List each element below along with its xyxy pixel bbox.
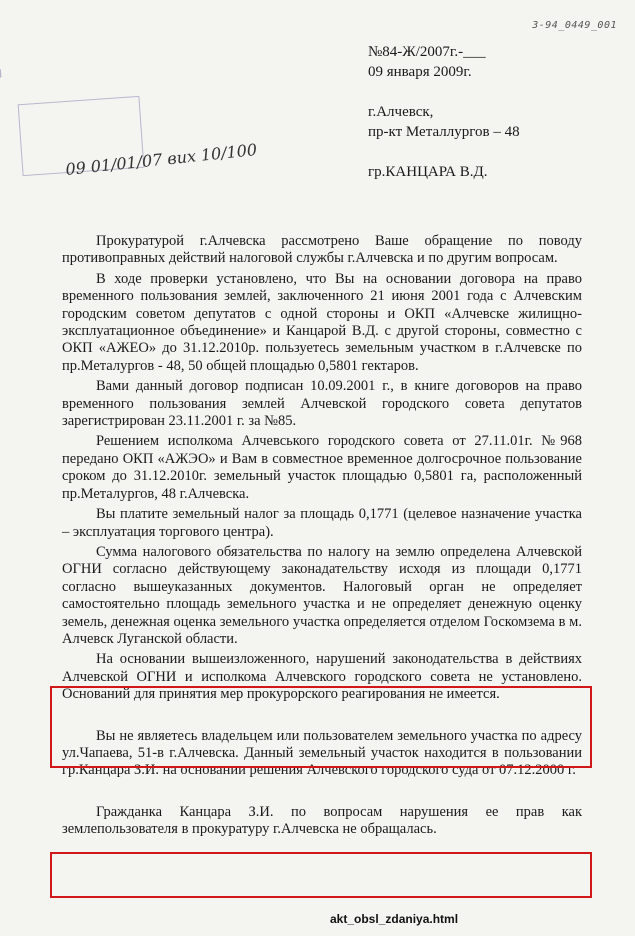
footer-filename: akt_obsl_zdaniya.html (330, 912, 459, 926)
paragraph: В ходе проверки установлено, что Вы на основании договора на право временного пользования землей, заключенного 21 июня 2001 года с Алчевским городским советом депутатов с одной стороны и ОКП «Алчевске жилищно-эксплуатационное объединение» и Канцарой В.Д. с другой стороны, совместно с ОКП «АЖЕО» до 31.12.2010р. пользуетесь земельным участком в г.Алчевске по пр.Металургов - 48, 50 общей площадью 0,5801 гектаров. (62, 270, 582, 374)
document-code: 3-94_0449_001 (532, 20, 617, 31)
bleed-through-text (110, 72, 332, 123)
letter-header (368, 42, 520, 182)
red-highlight-box (50, 852, 592, 898)
paragraph: Вами данный договор подписан 10.09.2001 г., в книге договоров на право временного пользования землей Алчевской городского совета депутатов зарегистрирован 23.11.2001 г. за №85. (62, 378, 582, 430)
addressee: гр.КАНЦАРА В.Д. (368, 164, 488, 180)
letter-date: 09 января 2009г. (368, 64, 472, 80)
paragraph: Сумма налогового обязательства по налогу на землю определена Алчевской ОГНИ согласно действующему законадательству исходя из площади 0,1771 согласно вышеуказанных документов. Налоговый орган не определяет самостоятельно площадь земельного участка и не определяет денежную оценку земель, денежная оценка земельного участка определяется отделом Госкомзема в м. Алчевск Луганской области. (62, 543, 582, 647)
paragraph-highlighted-note: Гражданка Канцара З.И. по вопросам нарушения ее прав как землепользователя в прокуратуру г.Алчевска не обращалась. (62, 803, 582, 838)
red-highlight-box (50, 686, 592, 768)
outgoing-number: №84-Ж/2007г.-___ (368, 44, 486, 60)
trident-emblem-icon (0, 66, 3, 83)
paragraph: Прокуратурой г.Алчевска рассмотрено Ваше обращение по поводу противоправных действий налоговой службы г.Алчевска и по другим вопросам. (62, 233, 582, 267)
handwritten-registration-note: 09 01/01/07 вих 10/100 (64, 139, 258, 180)
paragraph: Вы платите земельный налог за площадь 0,1771 (целевое назначение участка – эксплуатация торгового центра). (62, 506, 582, 540)
paragraph: Решением исполкома Алчевського городского совета от 27.11.01г. №968 передано ОКП «АЖЭО» и Вам в совместное временное долгосрочное пользование сроком до 31.12.2010г. земельный участок площадью 0,5801 га, расположенный пр.Металургов, 48 г.Алчевска. (62, 433, 582, 502)
address-city: г.Алчевск, (368, 104, 434, 120)
paragraph-highlighted-conclusion: На основании вышеизложенного, нарушений законодательства в действиях Алчевской ОГНИ и исполкома Алчевского городского совета не установлено. Оснований для принятия мер прокурорского реагирования не имеется. (62, 651, 582, 703)
address-street: пр-кт Металлургов – 48 (368, 124, 520, 140)
paragraph: Вы не являетесь владельцем или пользователем земельного участка по адресу ул.Чапаева, 51-в г.Алчевска. Данный земельный участок находится в пользовании гр.Канцара З.И. на основании решения Алчевского городского суда от 07.12.2000 г. (62, 727, 582, 779)
